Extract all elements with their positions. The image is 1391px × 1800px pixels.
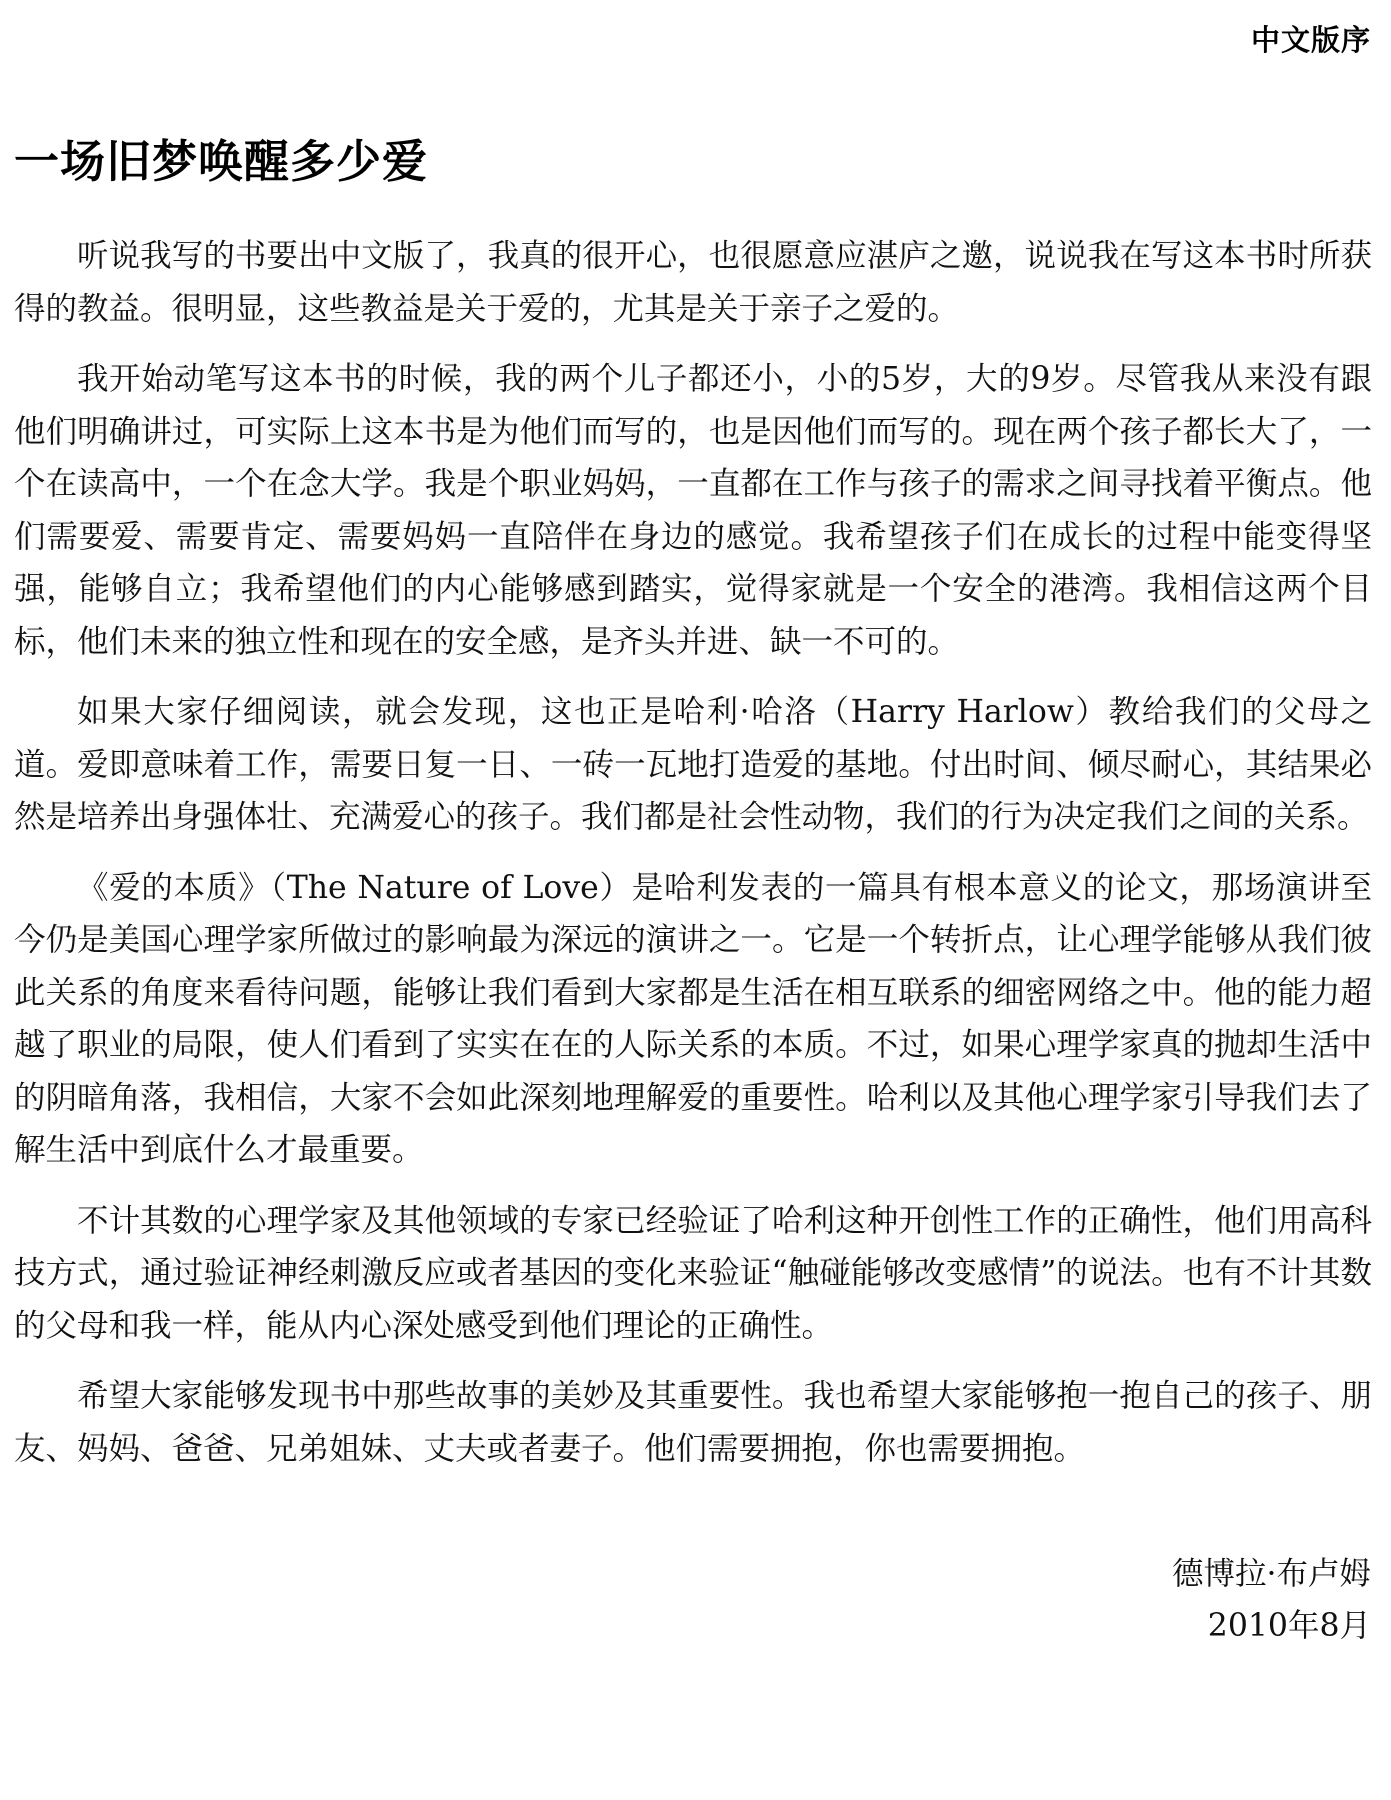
paragraph: 不计其数的心理学家及其他领域的专家已经验证了哈利这种开创性工作的正确性，他们用高科技方式，通过验证神经刺激反应或者基因的变化来验证“触碰能够改变感情”的说法。也有不计其数的父母和我一样，能从内心深处感受到他们理论的正确性。 [14,1202,1372,1344]
paragraph: 希望大家能够发现书中那些故事的美妙及其重要性。我也希望大家能够抱一抱自己的孩子、朋友、妈妈、爸爸、兄弟姐妹、丈夫或者妻子。他们需要拥抱，你也需要拥抱。 [14,1378,1372,1467]
section-label: 中文版序 [1250,23,1371,57]
paragraph: 如果大家仔细阅读，就会发现，这也正是哈利·哈洛（Harry Harlow）教给我们的父母之道。爱即意味着工作，需要日复一日、一砖一瓦地打造爱的基地。付出时间、倾尽耐心，其结果必然是培养出身强体壮、充满爱心的孩子。我们都是社会性动物，我们的行为决定我们之间的关系。 [14,694,1372,835]
preface-body [14,230,1372,1493]
page-title: 一场旧梦唤醒多少爱 [14,135,429,188]
paragraph: 我开始动笔写这本书的时候，我的两个儿子都还小，小的5岁，大的9岁。尽管我从来没有跟他们明确讲过，可实际上这本书是为他们而写的，也是因他们而写的。现在两个孩子都长大了，一个在读高中，一个在念大学。我是个职业妈妈，一直都在工作与孩子的需求之间寻找着平衡点。他们需要爱、需要肯定、需要妈妈一直陪伴在身边的感觉。我希望孩子们在成长的过程中能变得坚强，能够自立；我希望他们的内心能够感到踏实，觉得家就是一个安全的港湾。我相信这两个目标，他们未来的独立性和现在的安全感，是齐头并进、缺一不可的。 [14,361,1372,660]
signature-date: 2010年8月 [1207,1608,1371,1644]
author-name: 德博拉·布卢姆 [1171,1556,1371,1592]
paragraph: 《爱的本质》（The Nature of Love）是哈利发表的一篇具有根本意义的论文，那场演讲至今仍是美国心理学家所做过的影响最为深远的演讲之一。它是一个转折点，让心理学能够从我们彼此关系的角度来看待问题，能够让我们看到大家都是生活在相互联系的细密网络之中。他的能力超越了职业的局限，使人们看到了实实在在的人际关系的本质。不过，如果心理学家真的抛却生活中的阴暗角落，我相信，大家不会如此深刻地理解爱的重要性。哈利以及其他心理学家引导我们去了解生活中到底什么才最重要。 [14,869,1372,1168]
signature-block [1172,1548,1371,1652]
paragraph: 听说我写的书要出中文版了，我真的很开心，也很愿意应湛庐之邀，说说我在写这本书时所获得的教益。很明显，这些教益是关于爱的，尤其是关于亲子之爱的。 [14,238,1372,327]
